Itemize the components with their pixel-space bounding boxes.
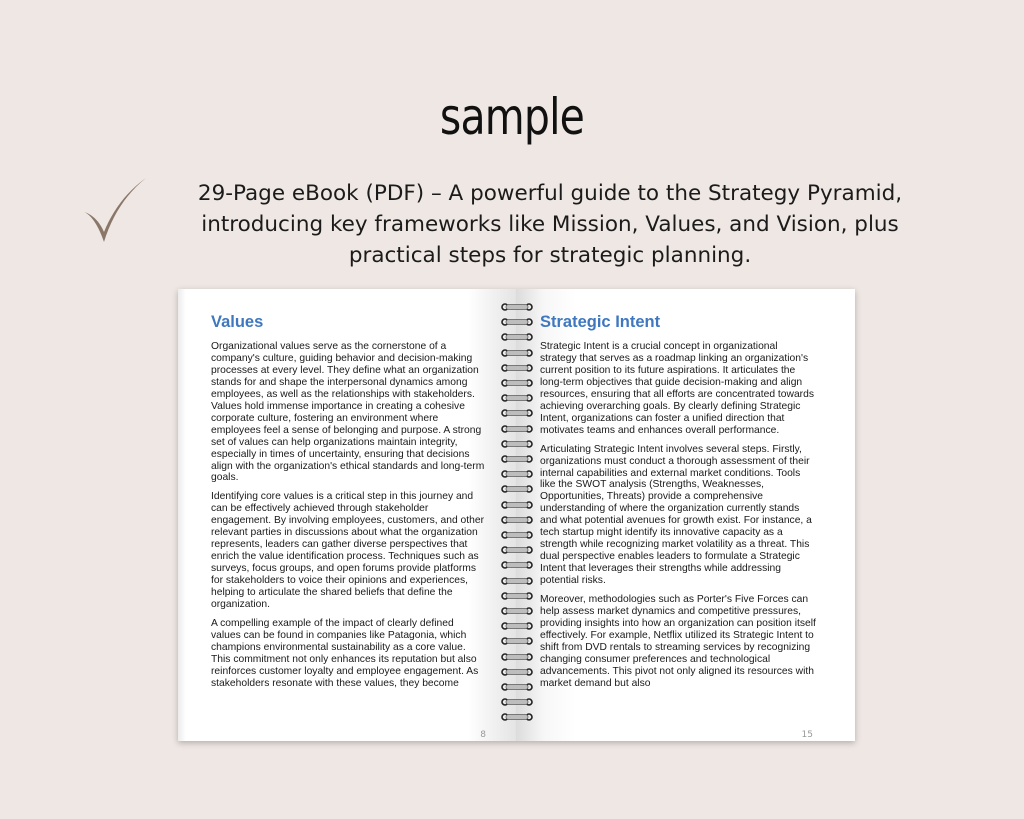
binding-ring (500, 362, 534, 374)
binding-ring (500, 635, 534, 647)
page-title: sample (439, 88, 585, 146)
binding-ring (500, 301, 534, 313)
left-paragraph: A compelling example of the impact of clearly defined values can be found in companies like Patagonia, which champions environmental sustainability as a core value. This commitment not only enhances its reputation but also reinforces customer loyalty and employee engagement. As stakeholders resonate with these values, they become (211, 617, 479, 689)
binding-ring (500, 316, 534, 328)
right-page-number: 15 (801, 730, 813, 740)
binding-ring (500, 681, 534, 693)
left-paragraph: Identifying core values is a critical step in this journey and can be effectively achieved through stakeholder engagement. By involving employees, customers, and other relevant parties in discussions about what the organization represents, leaders can gather diverse perspectives that enrich the value identification process. Techniques such as surveys, focus groups, and open forums provide platforms for stakeholders to voice their opinions and experiences, helping to articulate the shared beliefs that define the organization. (211, 491, 485, 611)
binding-ring (500, 483, 534, 495)
binding-ring (500, 499, 534, 511)
left-paragraph: Organizational values serve as the cornerstone of a company's culture, guiding behavior and decision-making processes at every level. They define what an organization stands for and shape the interpersonal dynamics among employees, as well as the relationships with stakeholders. Values hold immense importance in creating a cohesive corporate culture, fostering an environment where employees feel a sense of belonging and purpose. A strong set of values can help organizations maintain integrity, especially in times of uncertainty, ensuring that decisions align with the organization's ethical standards and long-term goals. (211, 341, 485, 484)
binding-ring (500, 559, 534, 571)
right-page (516, 289, 855, 741)
checkmark-icon (82, 176, 148, 246)
right-page-heading: Strategic Intent (540, 313, 661, 331)
spiral-binding (500, 301, 534, 725)
product-description: 29-Page eBook (PDF) – A powerful guide to the Strategy Pyramid, introducing key frameworks like Mission, Values, and Vision, plus practical steps for strategic planning. (197, 181, 903, 268)
left-page-heading: Values (211, 313, 264, 331)
left-page-number: 8 (480, 730, 486, 740)
binding-ring (500, 711, 534, 723)
binding-ring (500, 590, 534, 602)
binding-ring (500, 392, 534, 404)
binding-ring (500, 605, 534, 617)
binding-ring (500, 423, 534, 435)
binding-ring (500, 331, 534, 343)
binding-ring (500, 407, 534, 419)
binding-ring (500, 620, 534, 632)
binding-ring (500, 514, 534, 526)
right-paragraph: Moreover, methodologies such as Porter's Five Forces can help assess market dynamics and competitive pressures, providing insights into how an organization can position itself effectively. For example, Netflix utilized its Strategic Intent to shift from DVD rentals to streaming services by recognizing changing consumer preferences and technological advancements. This pivot not only aligned its resources with market demand but also (540, 594, 816, 689)
binding-ring (500, 438, 534, 450)
ebook-sample-spread (178, 289, 855, 741)
binding-ring (500, 696, 534, 708)
binding-ring (500, 651, 534, 663)
binding-ring (500, 529, 534, 541)
binding-ring (500, 544, 534, 556)
binding-ring (500, 453, 534, 465)
binding-ring (500, 377, 534, 389)
right-paragraph: Strategic Intent is a crucial concept in organizational strategy that serves as a roadmap linking an organization's current position to its future aspirations. It articulates the long-term objectives that guide decision-making and align resources, ensuring that all efforts are concentrated towards achieving overarching goals. By clearly defining Strategic Intent, organizations can foster a unified direction that motivates teams and enhances overall performance. (540, 341, 814, 436)
binding-ring (500, 666, 534, 678)
binding-ring (500, 347, 534, 359)
binding-ring (500, 468, 534, 480)
left-page (178, 289, 516, 741)
binding-ring (500, 575, 534, 587)
right-paragraph: Articulating Strategic Intent involves several steps. Firstly, organizations must conduct a thorough assessment of their internal capabilities and external market conditions. Tools like the SWOT analysis (Strengths, Weaknesses, Opportunities, Threats) provide a comprehensive understanding of where the organization currently stands and what potential avenues for growth exist. For instance, a tech startup might identify its innovative capacity as a strength while recognizing market volatility as a threat. This dual perspective enables leaders to formulate a Strategic Intent that leverages their strengths while addressing potential risks. (540, 443, 812, 587)
